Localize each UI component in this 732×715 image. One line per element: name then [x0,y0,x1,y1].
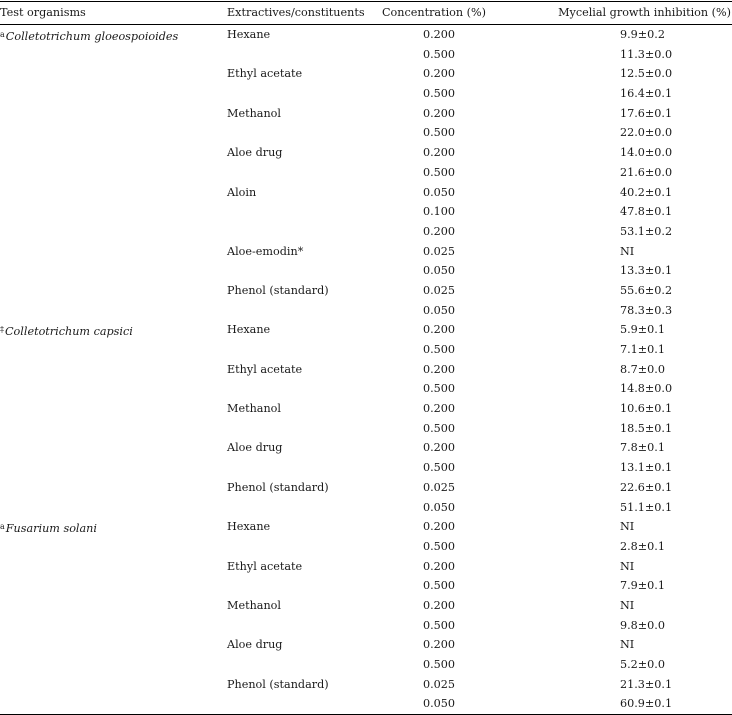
cell-concentration: 0.200 [423,323,456,337]
cell-test-organism [0,25,178,47]
results-table [0,1,732,715]
cell-extractive: Aloe drug [227,638,283,652]
cell-growth-inhibition: 18.5±0.1 [620,421,673,435]
cell-concentration: 0.025 [423,480,456,494]
cell-concentration: 0.200 [423,520,456,534]
cell-extractive: Phenol (standard) [227,677,329,691]
cell-extractive: Ethyl acetate [227,559,303,573]
cell-extractive: Hexane [227,28,271,41]
table-row [0,419,732,439]
cell-concentration: 0.500 [423,539,456,553]
cell-growth-inhibition: 7.8±0.1 [620,441,665,455]
table-row [0,340,732,360]
table-row [0,537,732,557]
cell-concentration: 0.200 [423,146,456,160]
cell-concentration: 0.200 [423,224,456,238]
cell-test-organism [0,320,133,342]
cell-concentration: 0.500 [423,421,456,435]
table-row [0,616,732,636]
cell-concentration: 0.200 [423,67,456,81]
header-concentration: Concentration (%) [382,6,487,19]
cell-extractive: Phenol (standard) [227,480,329,494]
cell-growth-inhibition: NI [620,244,635,258]
cell-extractive: Methanol [227,598,281,612]
cell-concentration: 0.050 [423,697,456,711]
cell-concentration: 0.200 [423,638,456,652]
cell-concentration: 0.050 [423,185,456,199]
cell-growth-inhibition: 47.8±0.1 [620,205,673,219]
cell-growth-inhibition: 5.2±0.0 [620,658,665,671]
cell-extractive: Ethyl acetate [227,67,303,81]
table-row [0,222,732,242]
cell-growth-inhibition: 17.6±0.1 [620,106,673,120]
header-mycelial-inhibition: Mycelial growth inhibition (%) [558,6,731,19]
cell-growth-inhibition: 78.3±0.3 [620,303,673,317]
cell-growth-inhibition: 8.7±0.0 [620,362,665,376]
table-body [0,25,732,714]
cell-extractive: Aloe-emodin* [227,244,304,258]
table-row [0,64,732,84]
cell-concentration: 0.025 [423,244,456,258]
organism-name: Fusarium solani [5,522,97,536]
cell-growth-inhibition: 10.6±0.1 [620,402,673,416]
table-row [0,557,732,577]
cell-concentration: 0.200 [423,559,456,573]
cell-growth-inhibition: NI [620,598,635,612]
cell-concentration: 0.500 [423,126,456,140]
cell-growth-inhibition: 13.1±0.1 [620,461,673,475]
table-row [0,163,732,183]
cell-concentration: 0.500 [423,382,456,396]
cell-growth-inhibition: 22.0±0.0 [620,126,673,140]
table-row [0,320,732,340]
cell-growth-inhibition: 60.9±0.1 [620,697,673,711]
cell-concentration: 0.500 [423,87,456,101]
organism-footnote-mark: a [0,522,5,532]
cell-growth-inhibition: 55.6±0.2 [620,283,673,297]
table-row [0,261,732,281]
cell-concentration: 0.500 [423,618,456,632]
cell-concentration: 0.200 [423,598,456,612]
table-row [0,45,732,65]
cell-extractive: Aloin [227,185,257,199]
cell-growth-inhibition: 5.9±0.1 [620,323,665,337]
cell-concentration: 0.200 [423,362,456,376]
table-row [0,360,732,380]
cell-growth-inhibition: 16.4±0.1 [620,87,673,101]
cell-extractive: Hexane [227,323,271,337]
organism-footnote-mark: a [0,30,5,39]
cell-concentration: 0.200 [423,28,456,41]
cell-concentration: 0.200 [423,402,456,416]
table-row [0,242,732,262]
cell-growth-inhibition: 2.8±0.1 [620,539,665,553]
table-row [0,143,732,163]
organism-name: Colletotrichum capsici [5,325,133,339]
cell-growth-inhibition: 7.1±0.1 [620,343,665,356]
table-row [0,478,732,498]
cell-concentration: 0.050 [423,303,456,317]
table-row [0,458,732,478]
cell-extractive: Aloe drug [227,441,283,455]
table-row [0,655,732,675]
table-row [0,438,732,458]
cell-concentration: 0.200 [423,441,456,455]
organism-name: Colletotrichum gloeospoioides [5,30,179,43]
cell-concentration: 0.500 [423,343,456,356]
cell-extractive: Hexane [227,520,271,534]
cell-growth-inhibition: 22.6±0.1 [620,480,673,494]
cell-concentration: 0.500 [423,579,456,593]
cell-growth-inhibition: 14.0±0.0 [620,146,673,160]
cell-growth-inhibition: 11.3±0.0 [620,47,673,61]
cell-growth-inhibition: 21.3±0.1 [620,677,673,691]
cell-extractive: Ethyl acetate [227,362,303,376]
table-row [0,675,732,695]
cell-extractive: Methanol [227,402,281,416]
table-row [0,123,732,143]
header-extractives: Extractives/constituents [227,6,365,19]
cell-growth-inhibition: 13.3±0.1 [620,264,673,278]
table-row [0,104,732,124]
cell-growth-inhibition: 9.8±0.0 [620,618,665,632]
cell-concentration: 0.200 [423,106,456,120]
cell-concentration: 0.100 [423,205,456,219]
organism-footnote-mark: ‡ [0,325,4,335]
cell-extractive: Aloe drug [227,146,283,160]
cell-growth-inhibition: NI [620,638,635,652]
cell-concentration: 0.050 [423,264,456,278]
cell-growth-inhibition: 7.9±0.1 [620,579,665,593]
table-row [0,25,732,45]
table-row [0,596,732,616]
cell-concentration: 0.500 [423,461,456,475]
cell-growth-inhibition: 14.8±0.0 [620,382,673,396]
cell-growth-inhibition: NI [620,559,635,573]
table-row [0,517,732,537]
cell-growth-inhibition: 9.9±0.2 [620,28,665,41]
cell-extractive: Phenol (standard) [227,283,329,297]
table-row [0,399,732,419]
table-row [0,576,732,596]
cell-concentration: 0.025 [423,283,456,297]
cell-growth-inhibition: 51.1±0.1 [620,500,673,514]
cell-growth-inhibition: 21.6±0.0 [620,165,673,179]
cell-concentration: 0.500 [423,658,456,671]
cell-concentration: 0.500 [423,165,456,179]
table-row [0,694,732,714]
cell-extractive: Methanol [227,106,281,120]
cell-growth-inhibition: NI [620,520,635,534]
cell-growth-inhibition: 40.2±0.1 [620,185,673,199]
cell-concentration: 0.500 [423,47,456,61]
table-row [0,635,732,655]
table-row [0,301,732,321]
cell-test-organism [0,517,97,539]
table-row [0,281,732,301]
table-row [0,202,732,222]
table-header-row [0,2,732,24]
table-row [0,183,732,203]
table-row [0,498,732,518]
table-row [0,84,732,104]
cell-concentration: 0.050 [423,500,456,514]
table-row [0,379,732,399]
cell-growth-inhibition: 53.1±0.2 [620,224,673,238]
cell-concentration: 0.025 [423,677,456,691]
header-test-organisms: Test organisms [0,6,86,19]
cell-growth-inhibition: 12.5±0.0 [620,67,673,81]
